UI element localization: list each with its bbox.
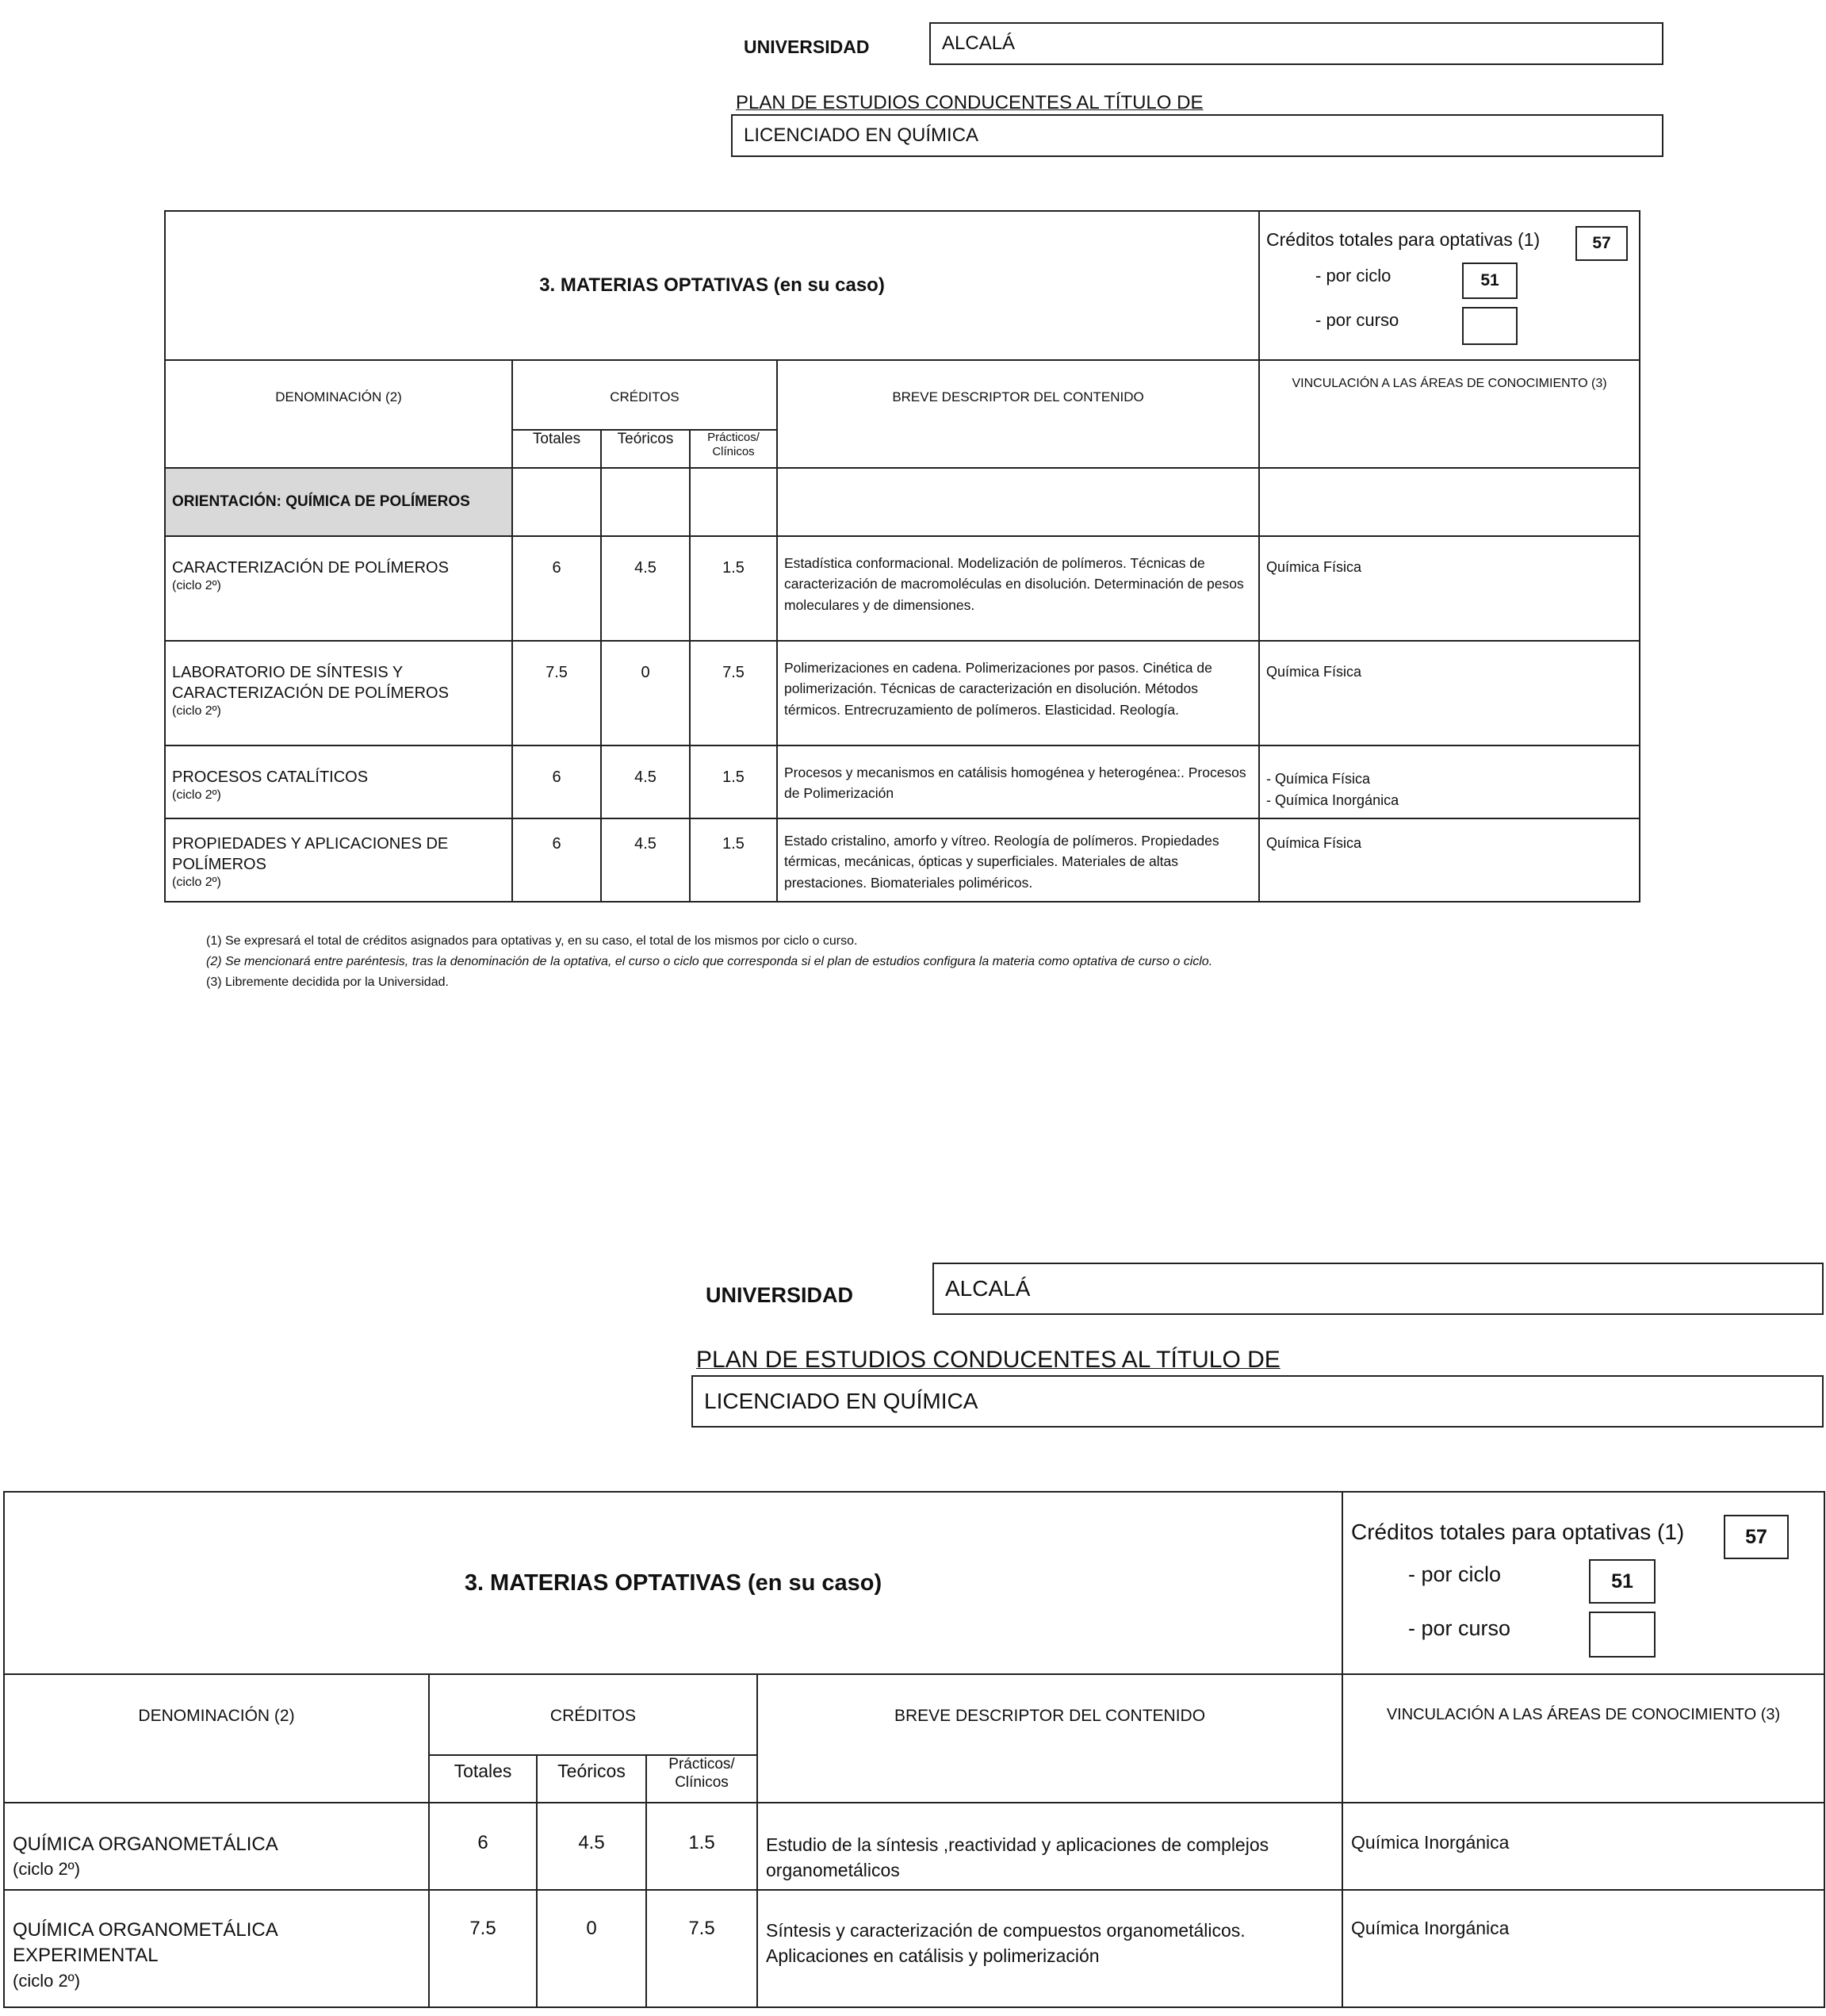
optativas-table-1	[164, 210, 1640, 903]
plan-value-2: LICENCIADO EN QUÍMICA	[704, 1389, 978, 1413]
col-denominacion-text-2: DENOMINACIÓN (2)	[138, 1707, 295, 1725]
table-title	[165, 211, 1259, 360]
col-vinculacion-text: VINCULACIÓN A LAS ÁREAS DE CONOCIMIENTO (3)	[1292, 377, 1607, 390]
denominacion-cell	[4, 1803, 429, 1890]
col-totales-2	[429, 1755, 537, 1803]
totales-cell: 6	[429, 1803, 537, 1890]
creditos-totales-value: 57	[1592, 234, 1611, 252]
denominacion-ciclo: (ciclo 2º)	[13, 1970, 81, 1991]
section-orientacion	[165, 468, 512, 536]
col-practicos	[690, 430, 777, 468]
denominacion-cell	[165, 641, 512, 745]
table-row	[4, 1803, 1824, 1890]
table-row	[165, 641, 1640, 745]
col-vinculacion-2	[1342, 1674, 1824, 1803]
por-curso-label-2: - por curso	[1408, 1616, 1511, 1640]
col-denominacion-text: DENOMINACIÓN (2)	[275, 389, 402, 404]
area-cell: Química Física	[1259, 641, 1640, 745]
footnote-2: (2) Se mencionará entre paréntesis, tras la denominación de la optativa, el curso o ciclo que corresponda si el plan de estudios configura la materia como optativa de curso o ciclo.	[206, 955, 1213, 968]
descriptor-cell: Estudio de la síntesis ,reactividad y aplicaciones de complejos organometálicos	[757, 1803, 1342, 1890]
denominacion-ciclo: (ciclo 2º)	[13, 1859, 81, 1880]
col-practicos-2	[646, 1755, 757, 1803]
table-row	[165, 745, 1640, 818]
col-creditos-text-2: CRÉDITOS	[549, 1707, 637, 1725]
descriptor-cell: Polimerizaciones en cadena. Polimerizaciones por pasos. Cinética de polimerización. Técnicas de caracterización en disolución. Métodos térmicos. Entrecruzamiento de polímeros. Elasticidad. Reología.	[777, 641, 1259, 745]
denominacion-cell	[4, 1890, 429, 2007]
descriptor-cell: Síntesis y caracterización de compuestos organometálicos. Aplicaciones en catálisis y polimerización	[757, 1890, 1342, 2007]
creditos-totales-label-2: Créditos totales para optativas (1)	[1351, 1520, 1685, 1544]
section-orientacion-text: ORIENTACIÓN: QUÍMICA DE POLÍMEROS	[172, 493, 470, 510]
creditos-totales-value-2: 57	[1745, 1526, 1767, 1548]
col-denominacion	[165, 360, 512, 468]
por-ciclo-label: - por ciclo	[1315, 266, 1392, 286]
denominacion-cell	[165, 536, 512, 641]
area-cell: Química Física	[1259, 536, 1640, 641]
footnote-1: (1) Se expresará el total de créditos asignados para optativas y, en su caso, el total de los mismos por ciclo o curso.	[206, 934, 858, 948]
practicos-cell: 1.5	[646, 1803, 757, 1890]
descriptor-cell: Estadística conformacional. Modelización de polímeros. Técnicas de caracterización de macromoléculas en disolución. Determinación de pesos moleculares y de dimensiones.	[777, 536, 1259, 641]
por-ciclo-box-2	[1589, 1559, 1656, 1604]
teoricos-cell: 0	[601, 641, 690, 745]
creditos-totales-cell	[1259, 211, 1640, 360]
denominacion-cell	[165, 745, 512, 818]
creditos-totales-label: Créditos totales para optativas (1)	[1266, 229, 1541, 250]
por-ciclo-value: 51	[1480, 271, 1499, 289]
denominacion-name: CARACTERIZACIÓN DE POLÍMEROS	[172, 559, 449, 577]
col-creditos-text: CRÉDITOS	[610, 389, 679, 404]
denominacion-name: QUÍMICA ORGANOMETÁLICA	[13, 1834, 278, 1855]
denominacion-name: LABORATORIO DE SÍNTESIS Y CARACTERIZACIÓN DE POLÍMEROS	[172, 664, 449, 702]
col-vinculacion-text-2: VINCULACIÓN A LAS ÁREAS DE CONOCIMIENTO (3)	[1386, 1706, 1781, 1723]
col-totales-text-2: Totales	[454, 1761, 512, 1781]
col-teoricos-text: Teóricos	[617, 431, 674, 447]
area-cell: Química Inorgánica	[1342, 1803, 1824, 1890]
col-totales	[512, 430, 601, 468]
descriptor-cell: Estado cristalino, amorfo y vítreo. Reología de polímeros. Propiedades térmicas, mecánicas, ópticas y superficiales. Materiales de altas prestaciones. Biomateriales poliméricos.	[777, 818, 1259, 902]
denominacion-name: PROCESOS CATALÍTICOS	[172, 768, 369, 786]
col-creditos-2	[429, 1674, 757, 1755]
teoricos-cell: 0	[537, 1890, 646, 2007]
teoricos-cell: 4.5	[601, 745, 690, 818]
practicos-cell: 7.5	[690, 641, 777, 745]
col-vinculacion	[1259, 360, 1640, 468]
plan-value: LICENCIADO EN QUÍMICA	[744, 125, 979, 146]
denominacion-ciclo: (ciclo 2º)	[172, 876, 221, 889]
area-cell: Química Física	[1259, 818, 1640, 902]
totales-cell: 6	[512, 745, 601, 818]
footnote-3: (3) Libremente decidida por la Universidad.	[206, 975, 449, 989]
totales-cell: 7.5	[512, 641, 601, 745]
universidad-label-2: UNIVERSIDAD	[706, 1283, 854, 1307]
practicos-cell: 7.5	[646, 1890, 757, 2007]
col-practicos-text-2: Prácticos/ Clínicos	[668, 1756, 735, 1791]
col-descriptor	[777, 360, 1259, 468]
area-cell: Química Inorgánica	[1342, 1890, 1824, 2007]
por-curso-box	[1462, 307, 1518, 345]
plan-label-2: PLAN DE ESTUDIOS CONDUCENTES AL TÍTULO DE	[696, 1347, 1280, 1373]
denominacion-name: QUÍMICA ORGANOMETÁLICA EXPERIMENTAL	[13, 1919, 278, 1967]
table-row	[4, 1890, 1824, 2007]
universidad-label: UNIVERSIDAD	[744, 36, 870, 57]
teoricos-cell: 4.5	[601, 818, 690, 902]
col-descriptor-text-2: BREVE DESCRIPTOR DEL CONTENIDO	[894, 1707, 1206, 1725]
denominacion-ciclo: (ciclo 2º)	[172, 788, 221, 802]
universidad-field	[929, 22, 1663, 65]
col-teoricos-text-2: Teóricos	[557, 1761, 626, 1781]
practicos-cell: 1.5	[690, 745, 777, 818]
denominacion-ciclo: (ciclo 2º)	[172, 704, 221, 718]
col-teoricos	[601, 430, 690, 468]
practicos-cell: 1.5	[690, 536, 777, 641]
plan-label: PLAN DE ESTUDIOS CONDUCENTES AL TÍTULO DE	[736, 92, 1204, 113]
table-title-2	[4, 1492, 1342, 1674]
col-practicos-text: Prácticos/ Clínicos	[707, 431, 760, 458]
totales-cell: 7.5	[429, 1890, 537, 2007]
col-denominacion-2	[4, 1674, 429, 1803]
col-teoricos-2	[537, 1755, 646, 1803]
denominacion-cell	[165, 818, 512, 902]
table-title-text: 3. MATERIAS OPTATIVAS (en su caso)	[539, 274, 885, 296]
col-descriptor-2	[757, 1674, 1342, 1803]
por-curso-label: - por curso	[1315, 310, 1399, 330]
teoricos-cell: 4.5	[537, 1803, 646, 1890]
plan-field	[731, 114, 1663, 157]
optativas-table-2	[3, 1491, 1825, 2008]
table-row	[165, 536, 1640, 641]
area-cell: - Química Física - Química Inorgánica	[1259, 745, 1640, 818]
col-totales-text: Totales	[532, 431, 581, 447]
universidad-field-2	[932, 1263, 1824, 1315]
creditos-totales-box-2	[1724, 1515, 1789, 1559]
creditos-totales-cell-2	[1342, 1492, 1824, 1674]
col-descriptor-text: BREVE DESCRIPTOR DEL CONTENIDO	[892, 389, 1144, 404]
totales-cell: 6	[512, 536, 601, 641]
por-ciclo-value-2: 51	[1611, 1570, 1633, 1592]
denominacion-ciclo: (ciclo 2º)	[172, 579, 221, 592]
table-title-text-2: 3. MATERIAS OPTATIVAS (en su caso)	[464, 1569, 882, 1596]
denominacion-name: PROPIEDADES Y APLICACIONES DE POLÍMEROS	[172, 835, 449, 873]
practicos-cell: 1.5	[690, 818, 777, 902]
descriptor-cell: Procesos y mecanismos en catálisis homogénea y heterogénea:. Procesos de Polimerización	[777, 745, 1259, 818]
teoricos-cell: 4.5	[601, 536, 690, 641]
universidad-value: ALCALÁ	[942, 33, 1016, 54]
plan-field-2	[691, 1375, 1824, 1428]
por-ciclo-box	[1462, 263, 1518, 299]
table-row	[165, 818, 1640, 902]
universidad-value-2: ALCALÁ	[945, 1276, 1031, 1301]
por-ciclo-label-2: - por ciclo	[1408, 1562, 1502, 1586]
creditos-totales-box	[1575, 226, 1628, 261]
por-curso-box-2	[1589, 1612, 1656, 1658]
totales-cell: 6	[512, 818, 601, 902]
col-creditos	[512, 360, 777, 430]
